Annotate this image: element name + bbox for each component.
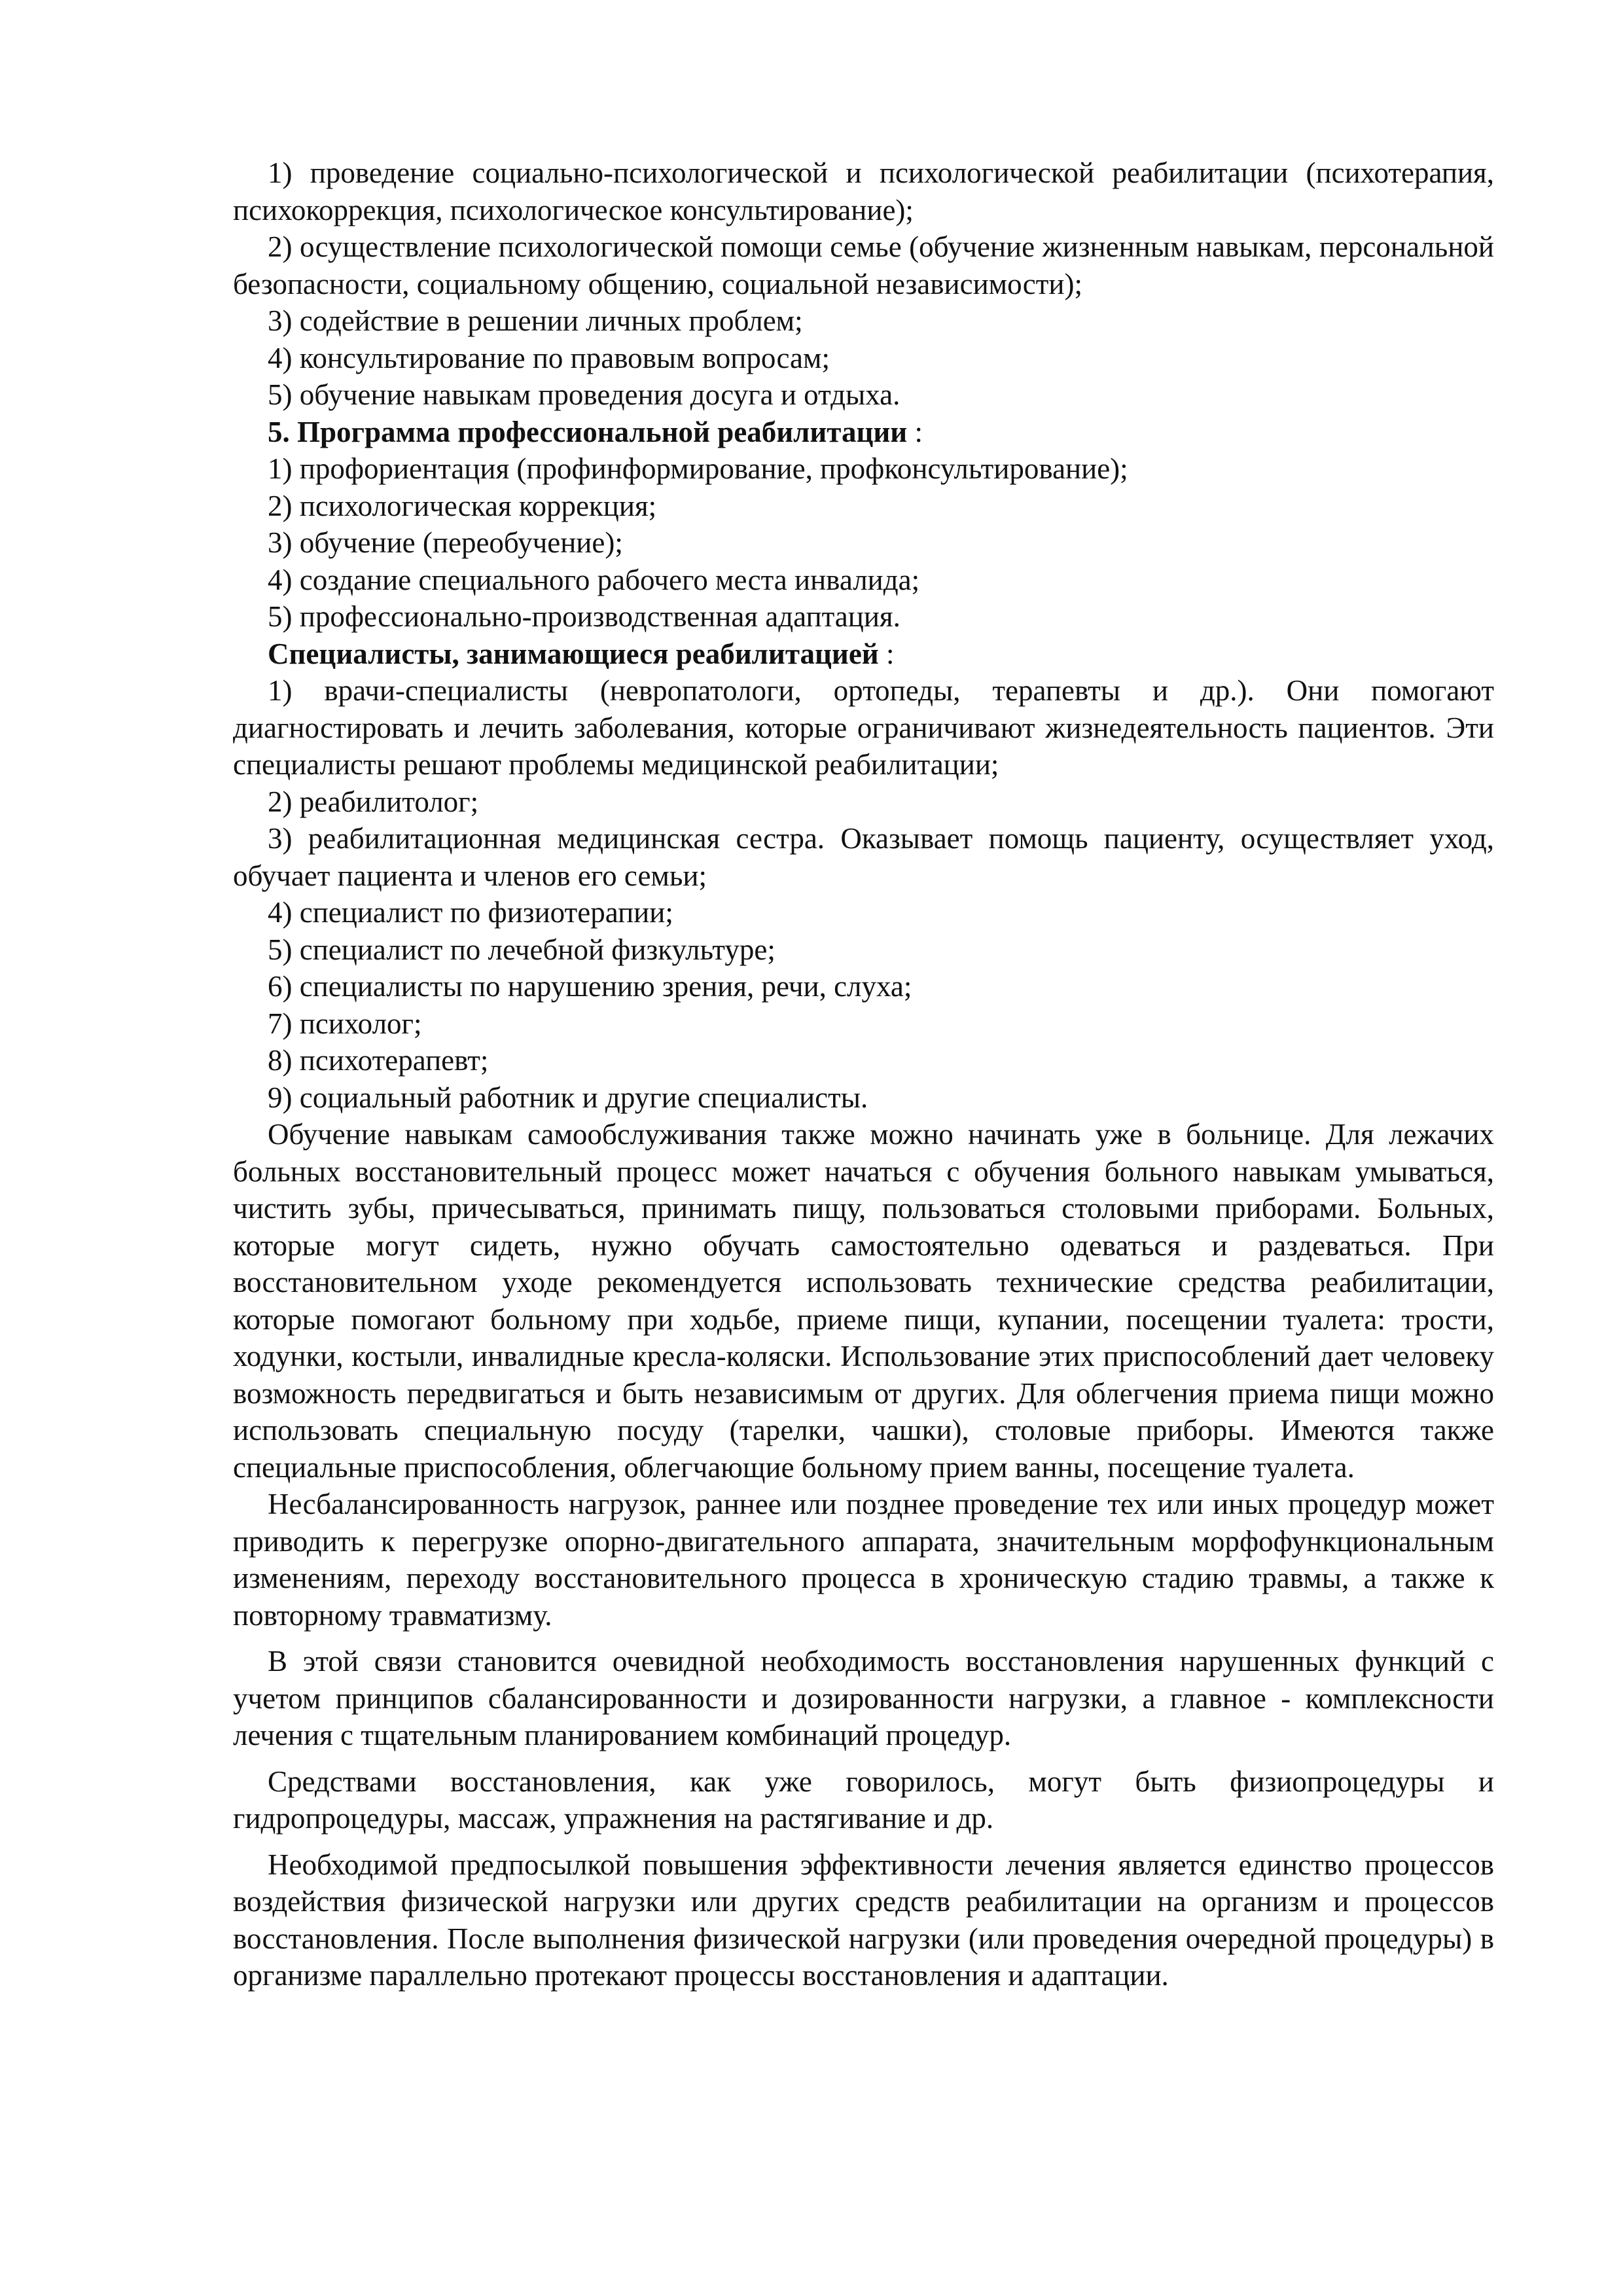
psych-item-2: 2) осуществление психологической помощи семье (обучение жизненным навыкам, персональной безопасности, социальному общению, социальной независимости); xyxy=(233,230,1494,300)
specialist-item-2: 2) реабилитолог; xyxy=(268,785,479,818)
specialists-heading-text: Специалисты, занимающиеся реабилитацией xyxy=(268,637,879,670)
specialist-item-8: 8) психотерапевт; xyxy=(268,1044,489,1077)
prof-item-1: 1) профориентация (профинформирование, профконсультирование); xyxy=(268,452,1128,485)
prof-item-3: 3) обучение (переобучение); xyxy=(268,526,623,559)
paragraph-precondition: Необходимой предпосылкой повышения эффективности лечения является единство процессов воздействия физической нагрузки или других средств реабилитации на организм и процессов восстановления. После выполнения физической нагрузки (или проведения очередной процедуры) в организме параллельно протекают процессы восстановления и адаптации. xyxy=(233,1848,1494,1992)
prof-rehab-heading xyxy=(233,414,1494,451)
specialists-heading-suffix: : xyxy=(878,637,895,670)
specialist-item-6: 6) специалисты по нарушению зрения, речи, слуха; xyxy=(268,970,912,1003)
specialist-item-5: 5) специалист по лечебной физкультуре; xyxy=(268,933,776,966)
specialist-item-7: 7) психолог; xyxy=(268,1007,422,1040)
specialist-item-3: 3) реабилитационная медицинская сестра. Оказывает помощь пациенту, осуществляет уход, обучает пациента и членов его семьи; xyxy=(233,822,1494,892)
paragraph-necessity: В этой связи становится очевидной необходимость восстановления нарушенных функций с учетом принципов сбалансированности и дозированности нагрузки, а главное - комплексности лечения с тщательным планированием комбинаций процедур. xyxy=(233,1645,1494,1751)
paragraph-means: Средствами восстановления, как уже говорилось, могут быть физиопроцедуры и гидропроцедуры, массаж, упражнения на растягивание и др. xyxy=(233,1765,1494,1835)
specialist-item-1: 1) врачи-специалисты (невропатологи, ортопеды, терапевты и др.). Они помогают диагностировать и лечить заболевания, которые ограничивают жизнедеятельность пациентов. Эти специалисты решают проблемы медицинской реабилитации; xyxy=(233,674,1494,781)
specialist-item-9: 9) социальный работник и другие специалисты. xyxy=(268,1081,868,1114)
document-body xyxy=(233,154,1494,1994)
prof-rehab-heading-text: 5. Программа профессиональной реабилитации xyxy=(268,415,908,448)
paragraph-imbalance: Несбалансированность нагрузок, раннее или позднее проведение тех или иных процедур может приводить к перегрузке опорно-двигательного аппарата, значительным морфофункциональным изменениям, переходу восстановительного процесса в хроническую стадию травмы, а также к повторному травматизму. xyxy=(233,1488,1494,1632)
psych-item-4: 4) консультирование по правовым вопросам; xyxy=(268,341,830,374)
prof-item-2: 2) психологическая коррекция; xyxy=(268,489,657,522)
paragraph-self-care: Обучение навыкам самообслуживания также можно начинать уже в больнице. Для лежачих больных восстановительный процесс может начаться с обучения больного навыкам умываться, чистить зубы, причесываться, принимать пищу, пользоваться столовыми приборами. Больных, которые могут сидеть, нужно обучать самостоятельно одеваться и раздеваться. При восстановительном уходе рекомендуется использовать технические средства реабилитации, которые помогают больному при ходьбе, приеме пищи, купании, посещении туалета: трости, ходунки, костыли, инвалидные кресла-коляски. Использование этих приспособлений дает человеку возможность передвигаться и быть независимым от других. Для облегчения приема пищи можно использовать специальную посуду (тарелки, чашки), столовые приборы. Имеются также специальные приспособления, облегчающие больному прием ванны, посещение туалета. xyxy=(233,1118,1494,1484)
prof-item-5: 5) профессионально-производственная адаптация. xyxy=(268,600,901,633)
psych-item-1: 1) проведение социально-психологической и психологической реабилитации (психотерапия, психокоррекция, психологическое консультирование); xyxy=(233,156,1494,226)
specialists-heading xyxy=(233,636,1494,673)
prof-item-4: 4) создание специального рабочего места инвалида; xyxy=(268,563,920,596)
prof-rehab-heading-suffix: : xyxy=(907,415,923,448)
psych-item-3: 3) содействие в решении личных проблем; xyxy=(268,304,803,337)
specialist-item-4: 4) специалист по физиотерапии; xyxy=(268,896,673,929)
psych-item-5: 5) обучение навыкам проведения досуга и отдыха. xyxy=(268,378,901,411)
